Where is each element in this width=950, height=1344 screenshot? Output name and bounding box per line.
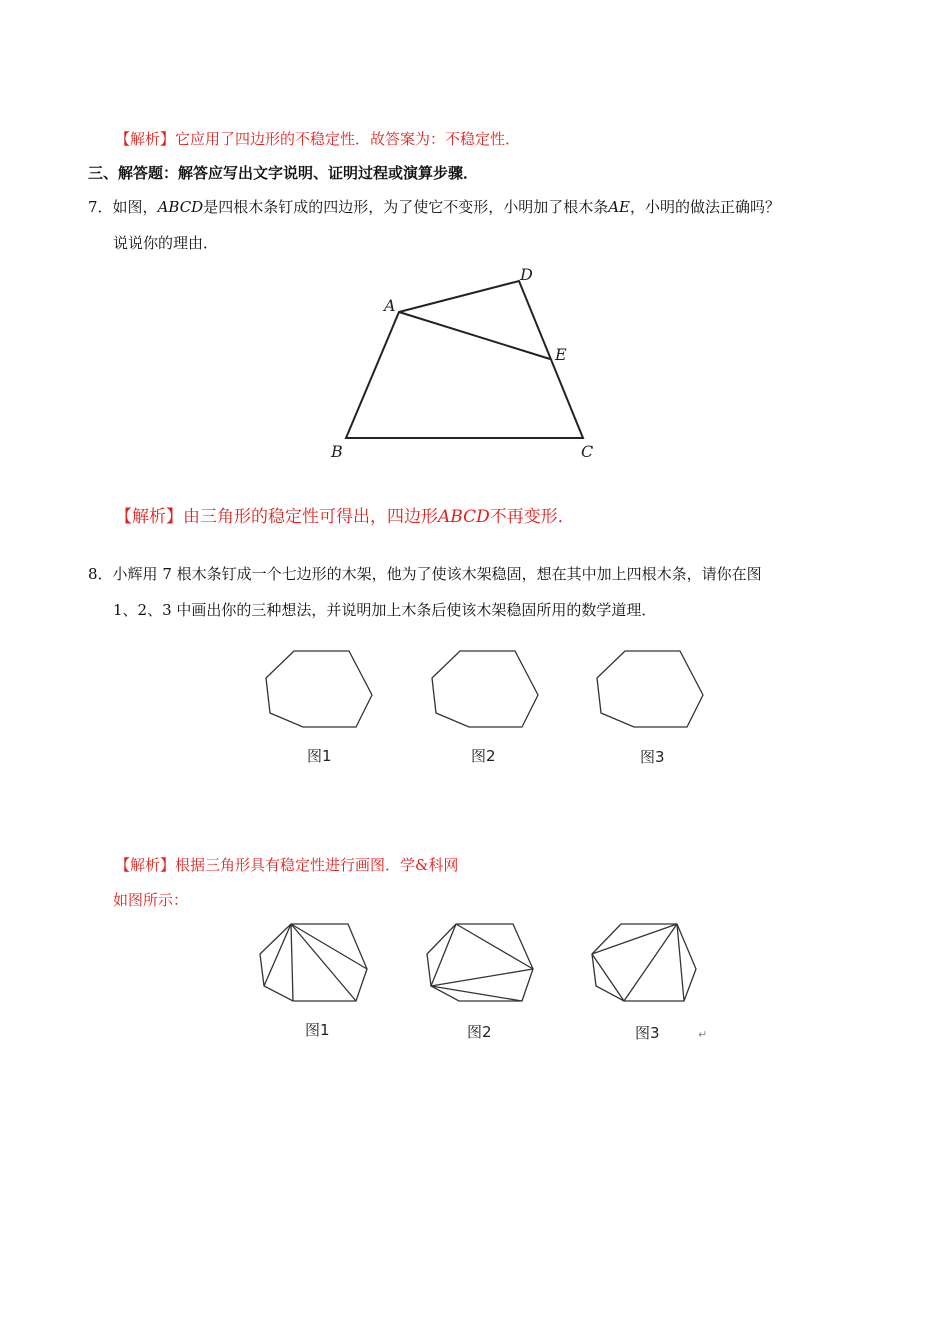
solution-3-diagonal	[592, 924, 677, 954]
answer-6-tag: 【解析】	[115, 130, 176, 148]
paragraph-mark: ↵	[698, 1028, 708, 1041]
solution-1-caption: 图1	[305, 1021, 330, 1039]
question-7-text-c: ，小明的做法正确吗？	[630, 198, 781, 216]
solution-1-diagonal	[291, 924, 293, 1001]
answer-7-tag: 【解析】	[115, 507, 183, 527]
solution-2-heptagon	[427, 924, 533, 1001]
question-7-text-b: 是四根木条钉成的四边形，为了使它不变形，小明加了根木条	[203, 198, 609, 216]
answer-8-text: 根据三角形具有稳定性进行画图．学&科网	[175, 856, 459, 874]
answer-7-text-b: 不再变形．	[489, 507, 575, 527]
label-b: B	[331, 442, 343, 461]
question-7-text-a: 如图，	[112, 198, 158, 216]
answer-7-text-a: 由三角形的稳定性可得出，四边形	[183, 507, 438, 527]
solution-3-caption: 图3	[635, 1024, 660, 1042]
solution-1-diagonal	[264, 924, 291, 986]
solution-1-diagonal	[291, 924, 356, 1001]
label-e: E	[555, 345, 567, 364]
question-8-line-2: 1、2、3 中画出你的三种想法，并说明加上木条后使该木架稳固所用的数学道理．	[113, 601, 657, 619]
figure-2-caption: 图2	[471, 747, 496, 765]
solution-2-diagonal	[456, 924, 533, 969]
question-7-var-ae: AE	[608, 198, 631, 216]
solution-3-diagonal	[592, 954, 624, 1001]
answer-8-line-2: 如图所示：	[113, 891, 189, 909]
answer-6-text: 它应用了四边形的不稳定性．故答案为：不稳定性．	[175, 130, 521, 148]
label-a: A	[384, 296, 396, 315]
solution-2-diagonal	[431, 924, 456, 986]
answer-7-var: ABCD	[438, 507, 490, 527]
question-7-number: 7．	[88, 198, 113, 216]
question-7-line-2: 说说你的理由．	[113, 234, 219, 252]
section-3-heading: 三、解答题：解答应写出文字说明、证明过程或演算步骤．	[88, 164, 479, 182]
question-8-text-1: 小辉用 7 根木条钉成一个七边形的木架，他为了使该木架稳固，想在其中加上四根木条，请你在图	[112, 565, 762, 583]
solution-3-diagonal	[677, 924, 684, 1001]
label-d: D	[520, 265, 533, 284]
solution-3-diagonal	[624, 924, 677, 1001]
label-c: C	[581, 442, 594, 461]
solution-1-heptagon	[260, 924, 367, 1001]
solution-1-diagonal	[291, 924, 367, 969]
question-7-var-abcd: ABCD	[157, 198, 204, 216]
figure-1-caption: 图1	[307, 747, 332, 765]
answer-8-tag: 【解析】	[115, 856, 176, 874]
figure-3-caption: 图3	[640, 748, 665, 766]
solution-2-diagonal	[431, 969, 533, 986]
question-8-number: 8．	[88, 565, 113, 583]
solution-2-caption: 图2	[467, 1023, 492, 1041]
